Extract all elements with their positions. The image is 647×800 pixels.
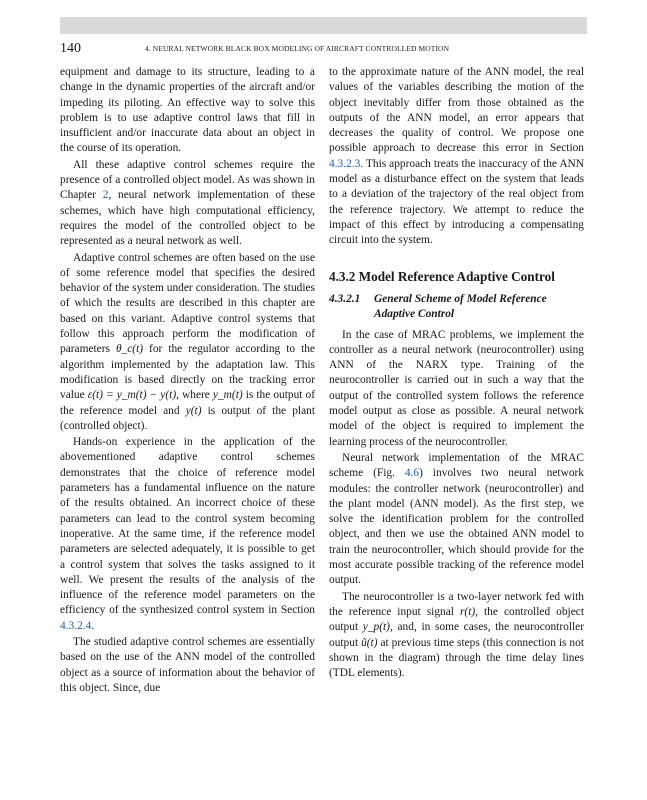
section-link[interactable]: 4.3.2.4 <box>60 619 92 632</box>
paragraph: In the case of MRAC problems, we implement the controller as a neural network (neurocontroller) using ANN of the NARX type. Training of the neurocontroller is carried out in such a way that the output of the controlled system follows the reference model output as close as possible. A neural network model of the object is required to implement the learning process of the neurocontroller. <box>329 328 584 448</box>
section-heading: 4.3.2 Model Reference Adaptive Control <box>329 268 555 284</box>
page-header <box>60 41 587 57</box>
chapter-link[interactable]: 2 <box>102 189 109 202</box>
math-r: r(t) <box>459 605 476 618</box>
math-u-tilde: ũ(t) <box>361 636 378 649</box>
paragraph: equipment and damage to its structure, leading to a change in the dynamic properties of the aircraft and/or impeding its piloting. An effective way to solve this problem is to use adaptive control laws that fill in insufficient and/or inaccurate data about an object in the course of its operation. <box>60 66 315 155</box>
math-ym: y_m(t) <box>212 389 243 402</box>
paragraph: Adaptive control schemes are often based on the use of some reference model that specifies the desired behavior of the system under consideration. The studies of which the results are described in this chapter are based on this variant. Adaptive control systems that follow this approach perform the modification of parameters θ_c(t) for the regulator according to the algorithm implemented by the adaptation law. This modification is based directly on the tracking error value ε(t) = y_m(t) − y(t), where y_m(t) is the output of the reference model and y(t) is output of the plant (controlled object). <box>60 251 316 432</box>
paragraph: All these adaptive control schemes require the presence of a controlled object model. As was shown in Chapter 2, neural network implementation of these schemes, which have high computational efficiency, requires the model of the controlled object to be represented as a neural network as well. <box>60 158 315 248</box>
page-number: 140 <box>60 41 81 56</box>
section-link[interactable]: 4.3.2.3 <box>329 157 361 170</box>
subsection-number: 4.3.2.1 <box>329 292 361 305</box>
running-head: 4. NEURAL NETWORK BLACK BOX MODELING OF AIRCRAFT CONTROLLED MOTION <box>145 44 450 53</box>
paragraph: to the approximate nature of the ANN model, the real values of the variables describing the motion of the object inevitably differ from those obtained as the outputs of the ANN model, an error appears that decreases the quality of control. We propose one possible approach to decrease this error in Section 4.3.2.3. This approach treats the inaccuracy of the ANN model as a disturbance effect on the system that leads to a deviation of the trajectory of the real object from the reference trajectory. We attempt to reduce the impact of this effect by introducing a compensating circuit into the system. <box>329 66 584 247</box>
paragraph: The neurocontroller is a two-layer network fed with the reference input signal r(t), the controlled object output y_p(t), and, in some cases, the neurocontroller output ũ(t) at previous time steps (this connection is not shown in the diagram) through the time delay lines (TDL elements). <box>329 590 584 680</box>
math-yp: y_p(t) <box>362 621 390 634</box>
figure-link[interactable]: 4.6 <box>404 467 420 480</box>
subsection-heading <box>329 292 584 322</box>
top-header-bar <box>60 17 587 34</box>
paragraph: Neural network implementation of the MRAC scheme (Fig. 4.6) involves two neural network modules: the controller network (neurocontroller) and the plant model (ANN model). As the first step, we solve the identification problem for the controlled object, and then we use the obtained ANN model to train the neurocontroller, which should provide for the most accurate possible tracking of the reference model output. <box>329 451 585 587</box>
math-epsilon: ε(t) = y_m(t) − y(t) <box>87 389 177 402</box>
paragraph: The studied adaptive control schemes are essentially based on the use of the ANN model of the controlled object as a source of information about the behavior of this object. Since, due <box>60 635 315 694</box>
paragraph: Hands-on experience in the application of the abovementioned adaptive control schemes demonstrates that the choice of reference model parameters has a fundamental influence on the nature of the results obtained. An incorrect choice of these parameters can lead to the control system becoming inoperative. At the same time, if the reference model parameters are selected adequately, it is possible to get a control system that solves the tasks assigned to it well. We present the results of the analysis of the influence of the reference model parameters on the efficiency of the synthesized control system in Section 4.3.2.4. <box>60 436 315 632</box>
math-theta: θ_c(t) <box>115 343 144 356</box>
math-y: y(t) <box>185 404 202 417</box>
left-column <box>60 65 315 696</box>
subsection-title: General Scheme of Model Reference Adaptive Control <box>374 292 547 320</box>
right-column <box>329 65 584 681</box>
